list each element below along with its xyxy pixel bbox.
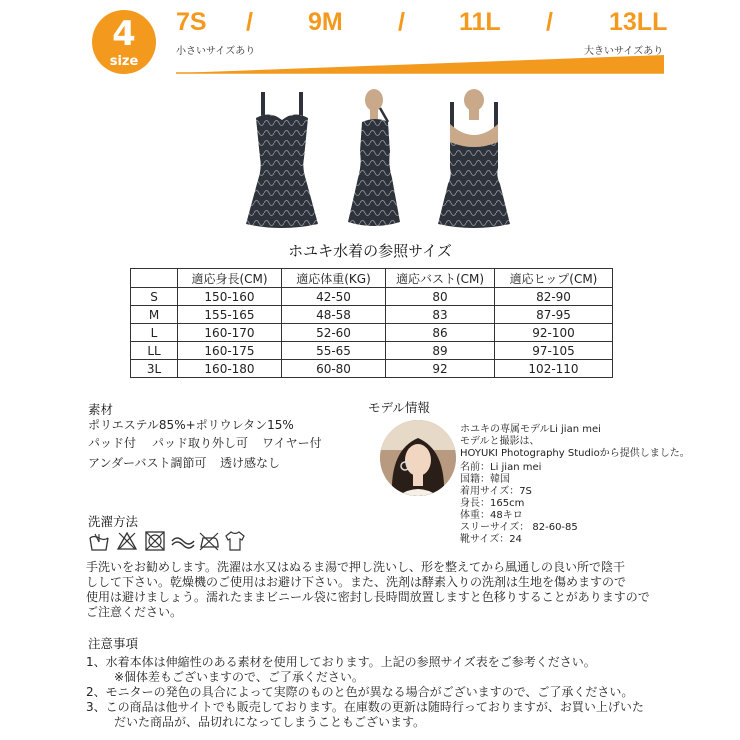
small-size-note: 小さいサイズあり	[176, 46, 256, 57]
table-row	[131, 306, 613, 324]
size-separator: /	[546, 8, 553, 36]
table-cell: 80	[386, 288, 495, 306]
large-size-note: 大きいサイズあり	[584, 46, 664, 57]
model-heading: モデル情報	[368, 400, 430, 415]
model-nationality: 国籍：韓国	[460, 474, 510, 485]
feature-pad: パッド付	[88, 436, 137, 450]
table-cell: 92-100	[495, 324, 613, 342]
model-height: 身長：165cm	[460, 498, 525, 509]
table-cell: 55-65	[282, 342, 386, 360]
table-row	[131, 360, 613, 378]
size-separator: /	[246, 8, 253, 36]
table-cell: 86	[386, 324, 495, 342]
table-header-cell	[131, 269, 178, 288]
note-item: 1、水着本体は伸縮性のある素材を使用しております。上記の参照サイズ表をご参考ください。	[86, 655, 596, 669]
model-intro-line: ホユキの専属モデルLi jian mei	[460, 424, 601, 435]
table-cell: LL	[131, 342, 178, 360]
size-11l: 11L	[459, 8, 501, 36]
table-cell: 83	[386, 306, 495, 324]
table-header-cell: 適応身長(CM)	[178, 269, 282, 288]
size-count-badge	[92, 10, 156, 74]
no-bleach-icon	[116, 530, 138, 552]
table-header-cell: 適応バスト(CM)	[386, 269, 495, 288]
note-item: 3、この商品は他サイトでも販売しております。在庫数の更新は随時行っておりますが、お買い上げいた	[86, 700, 644, 714]
table-cell: 82-90	[495, 288, 613, 306]
table-row	[131, 288, 613, 306]
table-cell: 3L	[131, 360, 178, 378]
table-cell: 52-60	[282, 324, 386, 342]
size-13ll: 13LL	[609, 8, 668, 36]
material-composition: ポリエステル85%+ポリウレタン15%	[88, 418, 294, 432]
note-item: 2、モニターの発色の具合によって実際のものと色が異なる場合がございますので、ご了承ください。	[86, 685, 634, 699]
model-shoe-size: 靴サイズ：24	[460, 534, 522, 545]
table-cell: 155-165	[178, 306, 282, 324]
table-cell: 48-58	[282, 306, 386, 324]
size-9m: 9M	[308, 8, 343, 36]
table-header-cell: 適応体重(KG)	[282, 269, 386, 288]
material-heading: 素材	[88, 402, 114, 417]
table-header-row	[131, 269, 613, 288]
feature-underbust: アンダーバスト調節可	[88, 456, 207, 470]
feature-pad-removable: パッド取り外し可	[152, 436, 249, 450]
washing-text-line: ご注意ください。	[86, 605, 183, 619]
table-cell: 42-50	[282, 288, 386, 306]
swimsuit-front-image	[244, 88, 320, 230]
wring-icon	[170, 530, 196, 552]
washing-text-line: 使用は避けましょう。濡れたままビニール袋に密封し長時間放置しますと色移りすることがありますので	[86, 590, 650, 604]
model-three-size: スリーサイズ： 82-60-85	[460, 522, 578, 533]
swimsuit-back-image	[436, 88, 512, 230]
size-table	[130, 268, 613, 378]
table-cell: 89	[386, 342, 495, 360]
notes-heading: 注意事項	[88, 636, 139, 651]
swimsuit-side-image	[340, 88, 416, 230]
table-cell: L	[131, 324, 178, 342]
model-weight: 体重：48キロ	[460, 510, 523, 521]
table-cell: 60-80	[282, 360, 386, 378]
table-cell: S	[131, 288, 178, 306]
table-cell: 87-95	[495, 306, 613, 324]
size-gradient-bar	[176, 54, 664, 74]
washing-text-line: しして下さい。乾燥機のご使用はお避け下さい。また、洗剤は酵素入りの洗剤は生地を傷めますので	[86, 575, 627, 589]
table-cell: 160-175	[178, 342, 282, 360]
model-intro-line: HOYUKI Photography Studioから提供しました。	[460, 448, 690, 459]
note-subitem: ※個体差もございますので、ご了承ください。	[114, 670, 364, 684]
size-7s: 7S	[176, 8, 207, 36]
table-cell: 150-160	[178, 288, 282, 306]
table-cell: 97-105	[495, 342, 613, 360]
hand-wash-icon	[88, 530, 110, 552]
table-cell: 160-180	[178, 360, 282, 378]
table-row	[131, 342, 613, 360]
size-range	[176, 8, 668, 42]
feature-wire: ワイヤー付	[262, 436, 322, 450]
table-cell: 102-110	[495, 360, 613, 378]
size-count: 4	[112, 14, 136, 54]
model-intro-line: モデルと撮影は、	[460, 436, 540, 447]
no-tumble-dry-icon	[144, 530, 166, 552]
size-separator: /	[398, 8, 405, 36]
washing-text-line: 手洗いをお勧めします。洗濯は水又はぬるま湯で押し洗いし、形を整えてから風通しの良い所で陰干	[86, 560, 626, 574]
model-avatar	[380, 420, 456, 496]
table-header-cell: 適応ヒップ(CM)	[495, 269, 613, 288]
no-iron-icon	[198, 530, 220, 552]
model-name: 名前：Li jian mei	[460, 462, 542, 473]
table-cell: 92	[386, 360, 495, 378]
size-table-title: ホユキ水着の参照サイズ	[288, 242, 452, 260]
table-cell: M	[131, 306, 178, 324]
size-word: size	[109, 54, 139, 69]
table-row	[131, 324, 613, 342]
model-wear-size: 着用サイズ：7S	[460, 486, 532, 497]
shirt-icon	[224, 530, 246, 552]
note-subitem: だいた商品が、品切れになってしまうこともございます。	[114, 715, 426, 729]
washing-heading: 洗濯方法	[88, 514, 139, 529]
feature-no-see-through: 透け感なし	[220, 456, 281, 470]
table-cell: 160-170	[178, 324, 282, 342]
